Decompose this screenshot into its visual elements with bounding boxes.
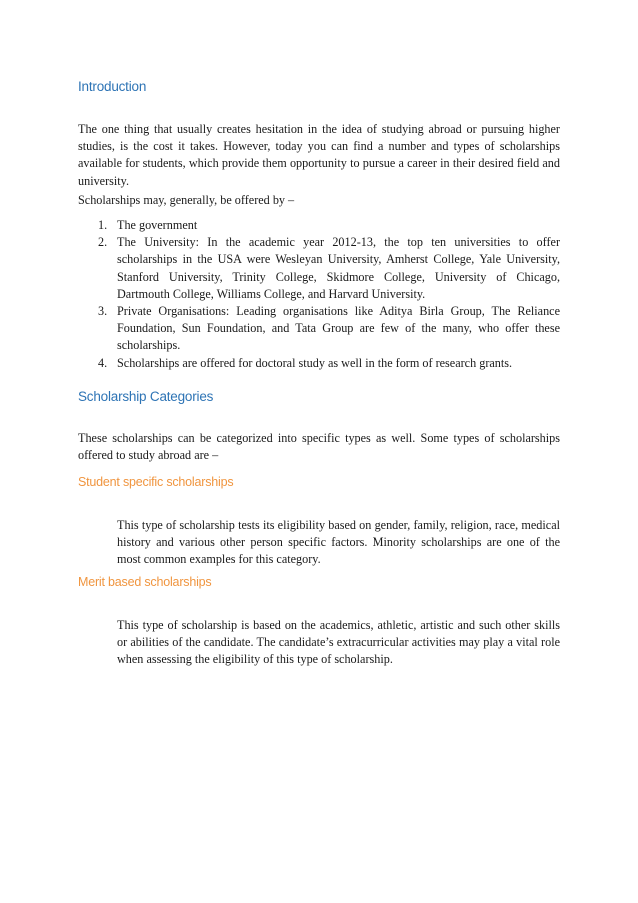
list-item — [78, 217, 560, 234]
list-item-text: The government — [117, 218, 198, 232]
list-item-text: The University: In the academic year 2012-13, the top ten universities to offer scholarships in the USA were Wesleyan University, Amherst College, Yale University, Stanford University, Trinity College, Skidmore College, University of Chicago, Dartmouth College, Williams College, and Harvard University. — [117, 235, 560, 301]
list-item — [78, 355, 560, 372]
list-item-text: Private Organisations: Leading organisations like Aditya Birla Group, The Reliance Foundation, Sun Foundation, and Tata Group are few of the many, who offer these scholarships. — [117, 304, 560, 353]
offered-by-paragraph: Scholarships may, generally, be offered by – — [78, 193, 295, 207]
list-item — [78, 234, 560, 303]
student-specific-paragraph: This type of scholarship tests its eligibility based on gender, family, religion, race, medical history and various other person specific factors. Minority scholarships are one of the most common examples for this category. — [117, 518, 560, 567]
student-specific-heading: Student specific scholarships — [78, 475, 234, 489]
list-item-number: 1. — [98, 218, 108, 232]
intro-paragraph: The one thing that usually creates hesitation in the idea of studying abroad or pursuing higher studies, is the cost it takes. However, today you can find a number and types of scholarships available for students, which provide them opportunity to pursue a career in their desired field and university. — [78, 122, 560, 188]
scholarship-categories-heading: Scholarship Categories — [78, 389, 214, 404]
list-item-number: 4. — [98, 355, 108, 370]
merit-based-heading: Merit based scholarships — [78, 575, 212, 589]
list-item-number: 3. — [98, 304, 108, 319]
introduction-heading: Introduction — [78, 79, 147, 94]
offered-by-list — [78, 217, 560, 372]
list-item-text: Scholarships are offered for doctoral study as well in the form of research grants. — [117, 355, 513, 370]
categories-paragraph: These scholarships can be categorized into specific types as well. Some types of scholarships offered to study abroad are – — [78, 431, 560, 463]
list-item — [78, 303, 560, 355]
merit-based-paragraph: This type of scholarship is based on the academics, athletic, artistic and such other skills or abilities of the candidate. The candidate’s extracurricular activities may play a vital role when assessing the eligibility of this type of scholarship. — [117, 618, 560, 667]
list-item-number: 2. — [98, 235, 108, 250]
